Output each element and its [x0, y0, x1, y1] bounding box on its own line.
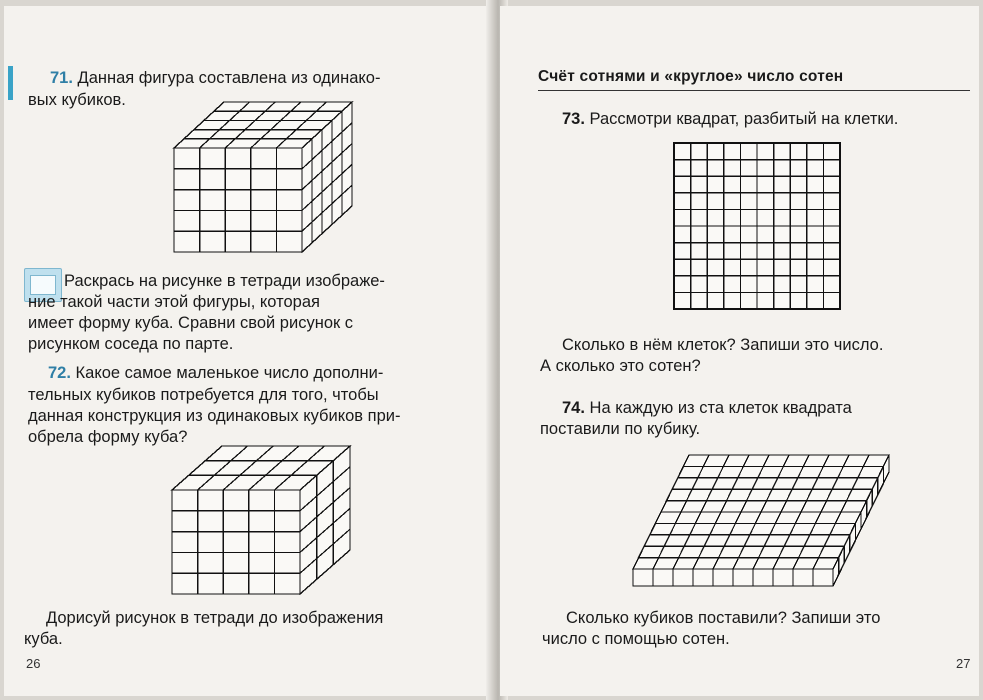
fig72-front-face	[172, 490, 300, 594]
task-72-line-4: обрела форму куба?	[28, 428, 188, 446]
task-72-line-3: данная конструкция из одинаковых кубиков при-	[28, 407, 401, 425]
task-71-line-2: вых кубиков.	[28, 91, 126, 109]
task-71-text: Данная фигура составлена из одинако-	[77, 69, 381, 87]
draw-task-line-1: Дорисуй рисунок в тетради до изображения	[46, 609, 384, 627]
page-number-right: 27	[956, 656, 971, 671]
task-73-text: Рассмотри квадрат, разбитый на клетки.	[589, 110, 899, 128]
left-page	[4, 6, 492, 696]
page-number-left: 26	[26, 656, 41, 671]
task-72-text: Какое самое маленькое число дополни-	[75, 364, 384, 382]
task-73-question-2: А сколько это сотен?	[540, 357, 701, 375]
color-task-line-2: ние такой части этой фигуры, которая	[28, 293, 320, 311]
task-74-question-1: Сколько кубиков поставили? Запиши это	[566, 609, 881, 627]
color-task-line-3: имеет форму куба. Сравни свой рисунок с	[28, 314, 354, 332]
task-71-number: 71.	[50, 69, 73, 87]
color-task-line-1: Раскрась на рисунке в тетради изображе-	[64, 272, 385, 290]
figure-74-cube-slab	[500, 6, 979, 606]
task-74-text: На каждую из ста клеток квадрата	[589, 399, 852, 417]
task-74-number: 74.	[562, 399, 585, 417]
task-72-line-2: тельных кубиков потребуется для того, чтобы	[28, 386, 379, 404]
draw-task-line-2: куба.	[24, 630, 63, 648]
task-72-number: 72.	[48, 364, 71, 382]
figure-72-cube-block	[4, 6, 492, 606]
right-page	[500, 6, 979, 696]
section-title: Счёт сотнями и «круглое» число сотен	[538, 68, 844, 85]
color-task-line-4: рисунком соседа по парте.	[28, 335, 234, 353]
task-74-question-2: число с помощью сотен.	[542, 630, 730, 648]
task-74-line-2: поставили по кубику.	[540, 420, 701, 438]
task-73-question-1: Сколько в нём клеток? Запиши это число.	[562, 336, 884, 354]
task-73-number: 73.	[562, 110, 585, 128]
